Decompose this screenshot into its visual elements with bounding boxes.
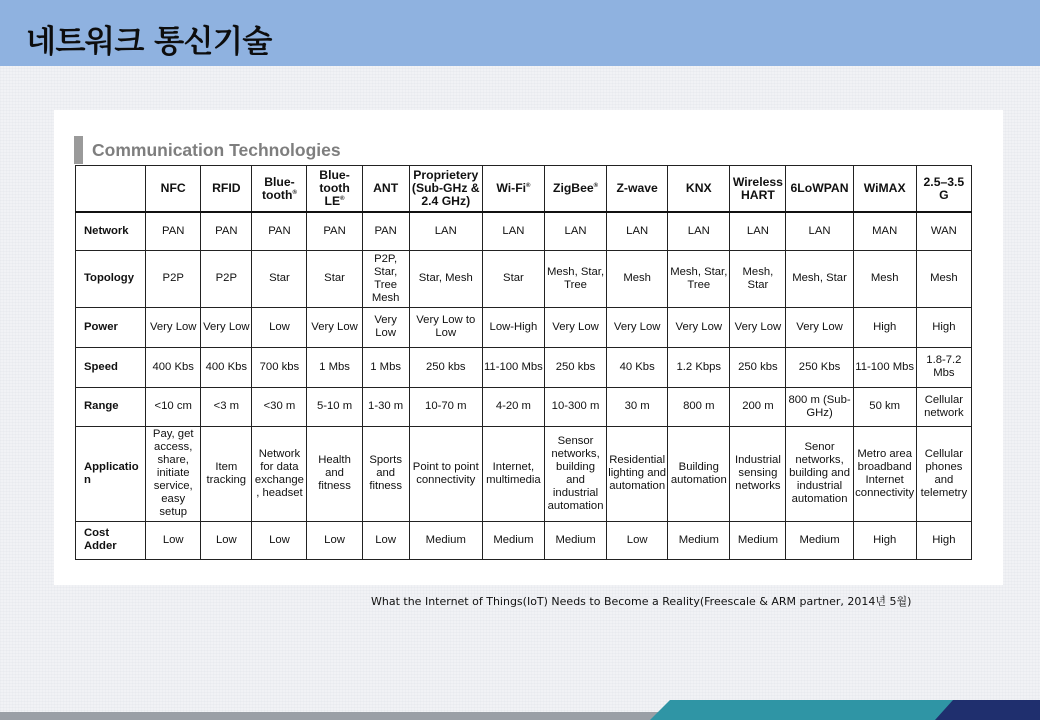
table-cell: Metro area broadband Internet connectivity bbox=[853, 426, 916, 521]
table-cell: High bbox=[853, 307, 916, 347]
table-cell: Star bbox=[307, 250, 362, 307]
table-cell: 10-70 m bbox=[409, 387, 482, 426]
column-header bbox=[607, 166, 668, 213]
table-cell: Network for data exchange, headset bbox=[252, 426, 307, 521]
column-header-label: RFID bbox=[212, 181, 241, 195]
table-row bbox=[76, 387, 972, 426]
registered-mark: ® bbox=[292, 189, 297, 196]
table-cell: 250 kbs bbox=[544, 347, 606, 387]
row-label: Application bbox=[76, 426, 146, 521]
table-cell: 250 kbs bbox=[730, 347, 786, 387]
table-cell: Low bbox=[307, 521, 362, 559]
table-cell: WAN bbox=[916, 212, 971, 250]
source-caption: What the Internet of Things(IoT) Needs to Become a Reality(Freescale & ARM partner, 2014년 5월) bbox=[371, 595, 912, 608]
table-cell: P2P, Star, Tree Mesh bbox=[362, 250, 409, 307]
table-cell: Very Low bbox=[307, 307, 362, 347]
column-header bbox=[786, 166, 853, 213]
table-cell: Very Low bbox=[730, 307, 786, 347]
registered-mark: ® bbox=[526, 182, 531, 189]
table-cell: Very Low bbox=[362, 307, 409, 347]
column-header-label: Z-wave bbox=[616, 181, 658, 195]
table-cell: Star bbox=[482, 250, 544, 307]
row-label: Power bbox=[76, 307, 146, 347]
column-header bbox=[146, 166, 201, 213]
table-cell: 11-100 Mbs bbox=[853, 347, 916, 387]
registered-mark: ® bbox=[340, 195, 345, 202]
table-cell: Low bbox=[607, 521, 668, 559]
table-cell: Very Low bbox=[146, 307, 201, 347]
table-cell: PAN bbox=[252, 212, 307, 250]
table-cell: 700 kbs bbox=[252, 347, 307, 387]
column-header bbox=[201, 166, 252, 213]
table-cell: 11-100 Mbs bbox=[482, 347, 544, 387]
table-cell: 250 kbs bbox=[409, 347, 482, 387]
row-label: Network bbox=[76, 212, 146, 250]
table-cell: 400 Kbs bbox=[201, 347, 252, 387]
table-cell: 200 m bbox=[730, 387, 786, 426]
column-header-label: Blue-tooth LE bbox=[319, 168, 350, 208]
table-cell: Very Low bbox=[668, 307, 730, 347]
table-cell: Mesh bbox=[607, 250, 668, 307]
table-cell: Cellular phones and telemetry bbox=[916, 426, 971, 521]
column-header-label: ZigBee bbox=[553, 181, 594, 195]
table-cell: LAN bbox=[482, 212, 544, 250]
slide-title: 네트워크 통신기술 bbox=[26, 24, 272, 60]
table-cell: 4-20 m bbox=[482, 387, 544, 426]
column-header-label: 2.5–3.5 G bbox=[923, 174, 965, 202]
table-cell: Star bbox=[252, 250, 307, 307]
table-cell: LAN bbox=[607, 212, 668, 250]
column-header bbox=[409, 166, 482, 213]
table-corner-cell bbox=[76, 166, 146, 213]
column-header-label: Wireless HART bbox=[732, 174, 783, 202]
table-cell: 800 m bbox=[668, 387, 730, 426]
table-cell: Mesh, Star bbox=[786, 250, 853, 307]
table-cell: 250 Kbs bbox=[786, 347, 853, 387]
table-cell: Sensor networks, building and industrial automation bbox=[544, 426, 606, 521]
table-cell: Low bbox=[252, 521, 307, 559]
table-cell: Mesh, Star, Tree bbox=[668, 250, 730, 307]
table-row bbox=[76, 212, 972, 250]
column-header bbox=[668, 166, 730, 213]
communication-technologies-table bbox=[75, 165, 972, 560]
table-row bbox=[76, 521, 972, 559]
table-cell: 10-300 m bbox=[544, 387, 606, 426]
table-cell: <10 cm bbox=[146, 387, 201, 426]
column-header-label: Wi-Fi bbox=[496, 181, 527, 195]
column-header-label: 6LoWPAN bbox=[790, 181, 849, 195]
table-body bbox=[76, 212, 972, 559]
column-header-label: Proprietery (Sub-GHz & 2.4 GHz) bbox=[411, 168, 480, 208]
table-cell: Very Low bbox=[786, 307, 853, 347]
table-cell: 1 Mbs bbox=[362, 347, 409, 387]
table-cell: Sports and fitness bbox=[362, 426, 409, 521]
table-cell: PAN bbox=[362, 212, 409, 250]
table-cell: 400 Kbs bbox=[146, 347, 201, 387]
table-cell: Low bbox=[201, 521, 252, 559]
table-cell: PAN bbox=[146, 212, 201, 250]
table-cell: LAN bbox=[544, 212, 606, 250]
table-cell: High bbox=[916, 307, 971, 347]
table-cell: LAN bbox=[786, 212, 853, 250]
table-cell: Point to point connectivity bbox=[409, 426, 482, 521]
column-header-label: ANT bbox=[373, 181, 399, 195]
table-cell: 1.2 Kbps bbox=[668, 347, 730, 387]
table-cell: Medium bbox=[409, 521, 482, 559]
table-cell: Residential lighting and automation bbox=[607, 426, 668, 521]
column-header-label: Blue-tooth bbox=[261, 174, 295, 202]
table-cell: Very Low bbox=[201, 307, 252, 347]
table-cell: Medium bbox=[544, 521, 606, 559]
row-label: Speed bbox=[76, 347, 146, 387]
table-cell: Senor networks, building and industrial automation bbox=[786, 426, 853, 521]
table-cell: LAN bbox=[730, 212, 786, 250]
table-row bbox=[76, 250, 972, 307]
table-cell: 1-30 m bbox=[362, 387, 409, 426]
row-label: Range bbox=[76, 387, 146, 426]
table-cell: Mesh bbox=[916, 250, 971, 307]
table-cell: 1.8-7.2 Mbs bbox=[916, 347, 971, 387]
table-header-row bbox=[76, 166, 972, 213]
column-header bbox=[916, 166, 971, 213]
column-header-label: KNX bbox=[685, 181, 712, 195]
table-cell: Very Low bbox=[607, 307, 668, 347]
table-cell: 5-10 m bbox=[307, 387, 362, 426]
column-header bbox=[362, 166, 409, 213]
column-header bbox=[307, 166, 362, 213]
table-cell: Mesh, Star, Tree bbox=[544, 250, 606, 307]
table-cell: Medium bbox=[482, 521, 544, 559]
table-cell: LAN bbox=[409, 212, 482, 250]
table-cell: <30 m bbox=[252, 387, 307, 426]
row-label: Cost Adder bbox=[76, 521, 146, 559]
table-cell: High bbox=[916, 521, 971, 559]
table-cell: Building automation bbox=[668, 426, 730, 521]
table-cell: LAN bbox=[668, 212, 730, 250]
table-cell: MAN bbox=[853, 212, 916, 250]
table-cell: Medium bbox=[668, 521, 730, 559]
column-header bbox=[544, 166, 606, 213]
table-cell: Cellular network bbox=[916, 387, 971, 426]
column-header bbox=[252, 166, 307, 213]
table-cell: P2P bbox=[201, 250, 252, 307]
table-cell: PAN bbox=[201, 212, 252, 250]
table-cell: Low bbox=[362, 521, 409, 559]
table-cell: Star, Mesh bbox=[409, 250, 482, 307]
table-cell: 40 Kbs bbox=[607, 347, 668, 387]
table-cell: 50 km bbox=[853, 387, 916, 426]
table-cell: Pay, get access, share, initiate service, easy setup bbox=[146, 426, 201, 521]
table-cell: Medium bbox=[786, 521, 853, 559]
column-header bbox=[853, 166, 916, 213]
table-cell: Mesh bbox=[853, 250, 916, 307]
column-header bbox=[730, 166, 786, 213]
column-header-label: NFC bbox=[160, 181, 186, 195]
column-header bbox=[482, 166, 544, 213]
table-cell: Internet, multimedia bbox=[482, 426, 544, 521]
table-cell: Low-High bbox=[482, 307, 544, 347]
table-heading: Communication Technologies bbox=[74, 136, 341, 164]
table-cell: Very Low bbox=[544, 307, 606, 347]
footer-navy-accent bbox=[935, 700, 1040, 720]
table-cell: Mesh, Star bbox=[730, 250, 786, 307]
table-cell: P2P bbox=[146, 250, 201, 307]
table-row bbox=[76, 307, 972, 347]
column-header-label: WiMAX bbox=[863, 181, 906, 195]
row-label: Topology bbox=[76, 250, 146, 307]
table-cell: 800 m (Sub-GHz) bbox=[786, 387, 853, 426]
table-cell: 1 Mbs bbox=[307, 347, 362, 387]
table-cell: Health and fitness bbox=[307, 426, 362, 521]
table-cell: Low bbox=[252, 307, 307, 347]
table-cell: Industrial sensing networks bbox=[730, 426, 786, 521]
table-cell: Medium bbox=[730, 521, 786, 559]
registered-mark: ® bbox=[593, 182, 599, 189]
table-row bbox=[76, 426, 972, 521]
table-cell: Item tracking bbox=[201, 426, 252, 521]
table-cell: <3 m bbox=[201, 387, 252, 426]
table-row bbox=[76, 347, 972, 387]
table-cell: 30 m bbox=[607, 387, 668, 426]
table-cell: Low bbox=[146, 521, 201, 559]
table-cell: Very Low to Low bbox=[409, 307, 482, 347]
table-cell: PAN bbox=[307, 212, 362, 250]
table-cell: High bbox=[853, 521, 916, 559]
